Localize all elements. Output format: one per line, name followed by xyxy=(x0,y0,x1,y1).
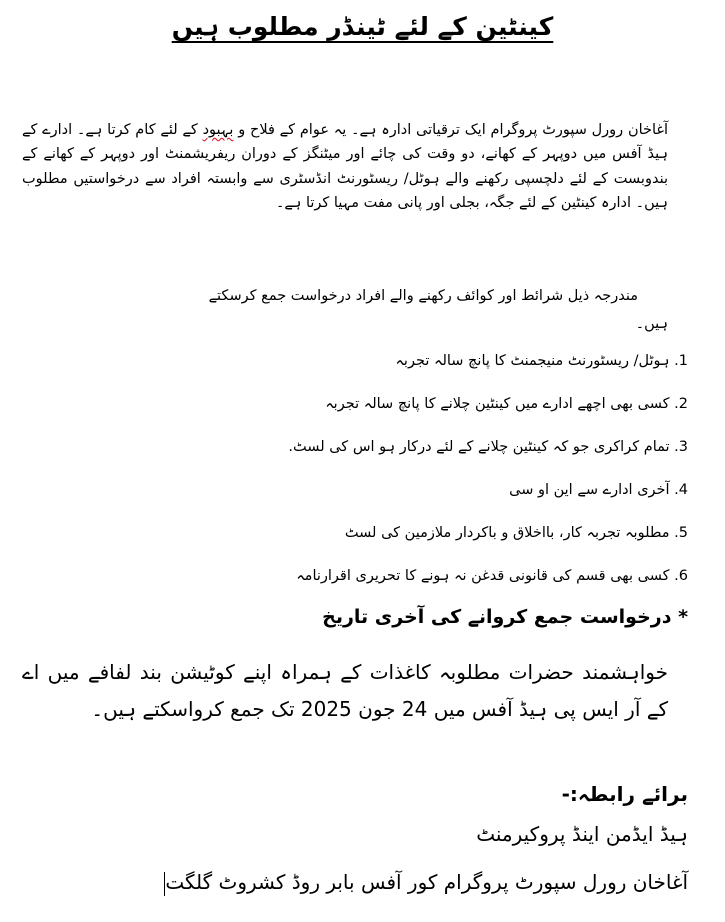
requirement-item-3: 3. تمام کراکری جو کہ کینٹین چلانے کے لئے درکار ہو اس کی لسٹ. xyxy=(288,439,688,455)
intro-text-start: آغاخان رورل سپورٹ پروگرام ایک ترقیاتی ادارہ ہے۔ یہ عوام کے فلاح و xyxy=(238,122,668,138)
page-title: کینٹین کے لئے ٹینڈر مطلوب ہیں xyxy=(171,12,554,41)
eligibility-statement xyxy=(22,282,668,338)
requirement-item-6: 6. کسی بھی قسم کی قانونی قدغن نہ ہونے کا تحریری اقرارنامہ xyxy=(296,568,688,584)
spellcheck-word[interactable]: بہبود xyxy=(202,122,234,138)
submission-instructions: خواہشمند حضرات مطلوبہ کاغذات کے ہمراہ اپنے کوٹیشن بند لفافے میں اے کے آر ایس پی ہیڈ آفس میں 24 جون 2025 تک جمع کرواسکتے ہیں۔ xyxy=(22,660,668,721)
requirement-item-5: 5. مطلوبہ تجربہ کار، بااخلاق و باکردار ملازمین کی لسٹ xyxy=(344,525,688,541)
contact-role: ہیڈ ایڈمن اینڈ پروکیرمنٹ xyxy=(476,822,688,846)
requirement-item-2: 2. کسی بھی اچھے ادارے میں کینٹین چلانے کا پانچ سالہ تجربہ xyxy=(325,396,688,412)
intro-paragraph xyxy=(22,118,668,216)
intro-text-end: کے لئے کام کرتا ہے۔ ادارے کے ہیڈ آفس میں دوپہر کے کھانے، دو وقت کی چائے اور میٹنگز کے دوران ریفریشمنٹ اور دوپہر کے کھانے کے بندوبست کے لئے دلچسپی رکھنے والے ہوٹل/ ریسٹورنٹ انڈسٹری سے وابستہ افراد سے درخواستیں مطلوب ہیں۔ ادارہ کینٹین کے لئے جگہ، بجلی اور پانی مفت مہیا کرتا ہے۔ xyxy=(22,122,668,212)
deadline-heading: * درخواست جمع کروانے کی آخری تاریخ xyxy=(322,606,688,628)
contact-heading: برائے رابطہ:- xyxy=(561,782,688,806)
eligibility-line-1: مندرجہ ذیل شرائط اور کوائف رکھنے والے افراد درخواست جمع کرسکتے xyxy=(208,288,638,304)
contact-address: آغاخان رورل سپورٹ پروگرام کور آفس بابر روڈ کشروٹ گلگت xyxy=(165,870,688,894)
eligibility-line-2: ہیں۔ xyxy=(635,316,668,332)
contact-address-line[interactable] xyxy=(162,870,688,896)
requirement-item-4: 4. آخری ادارے سے این او سی xyxy=(509,482,688,498)
requirement-item-1: 1. ہوٹل/ ریسٹورنٹ منیجمنٹ کا پانچ سالہ تجربہ xyxy=(395,353,688,369)
